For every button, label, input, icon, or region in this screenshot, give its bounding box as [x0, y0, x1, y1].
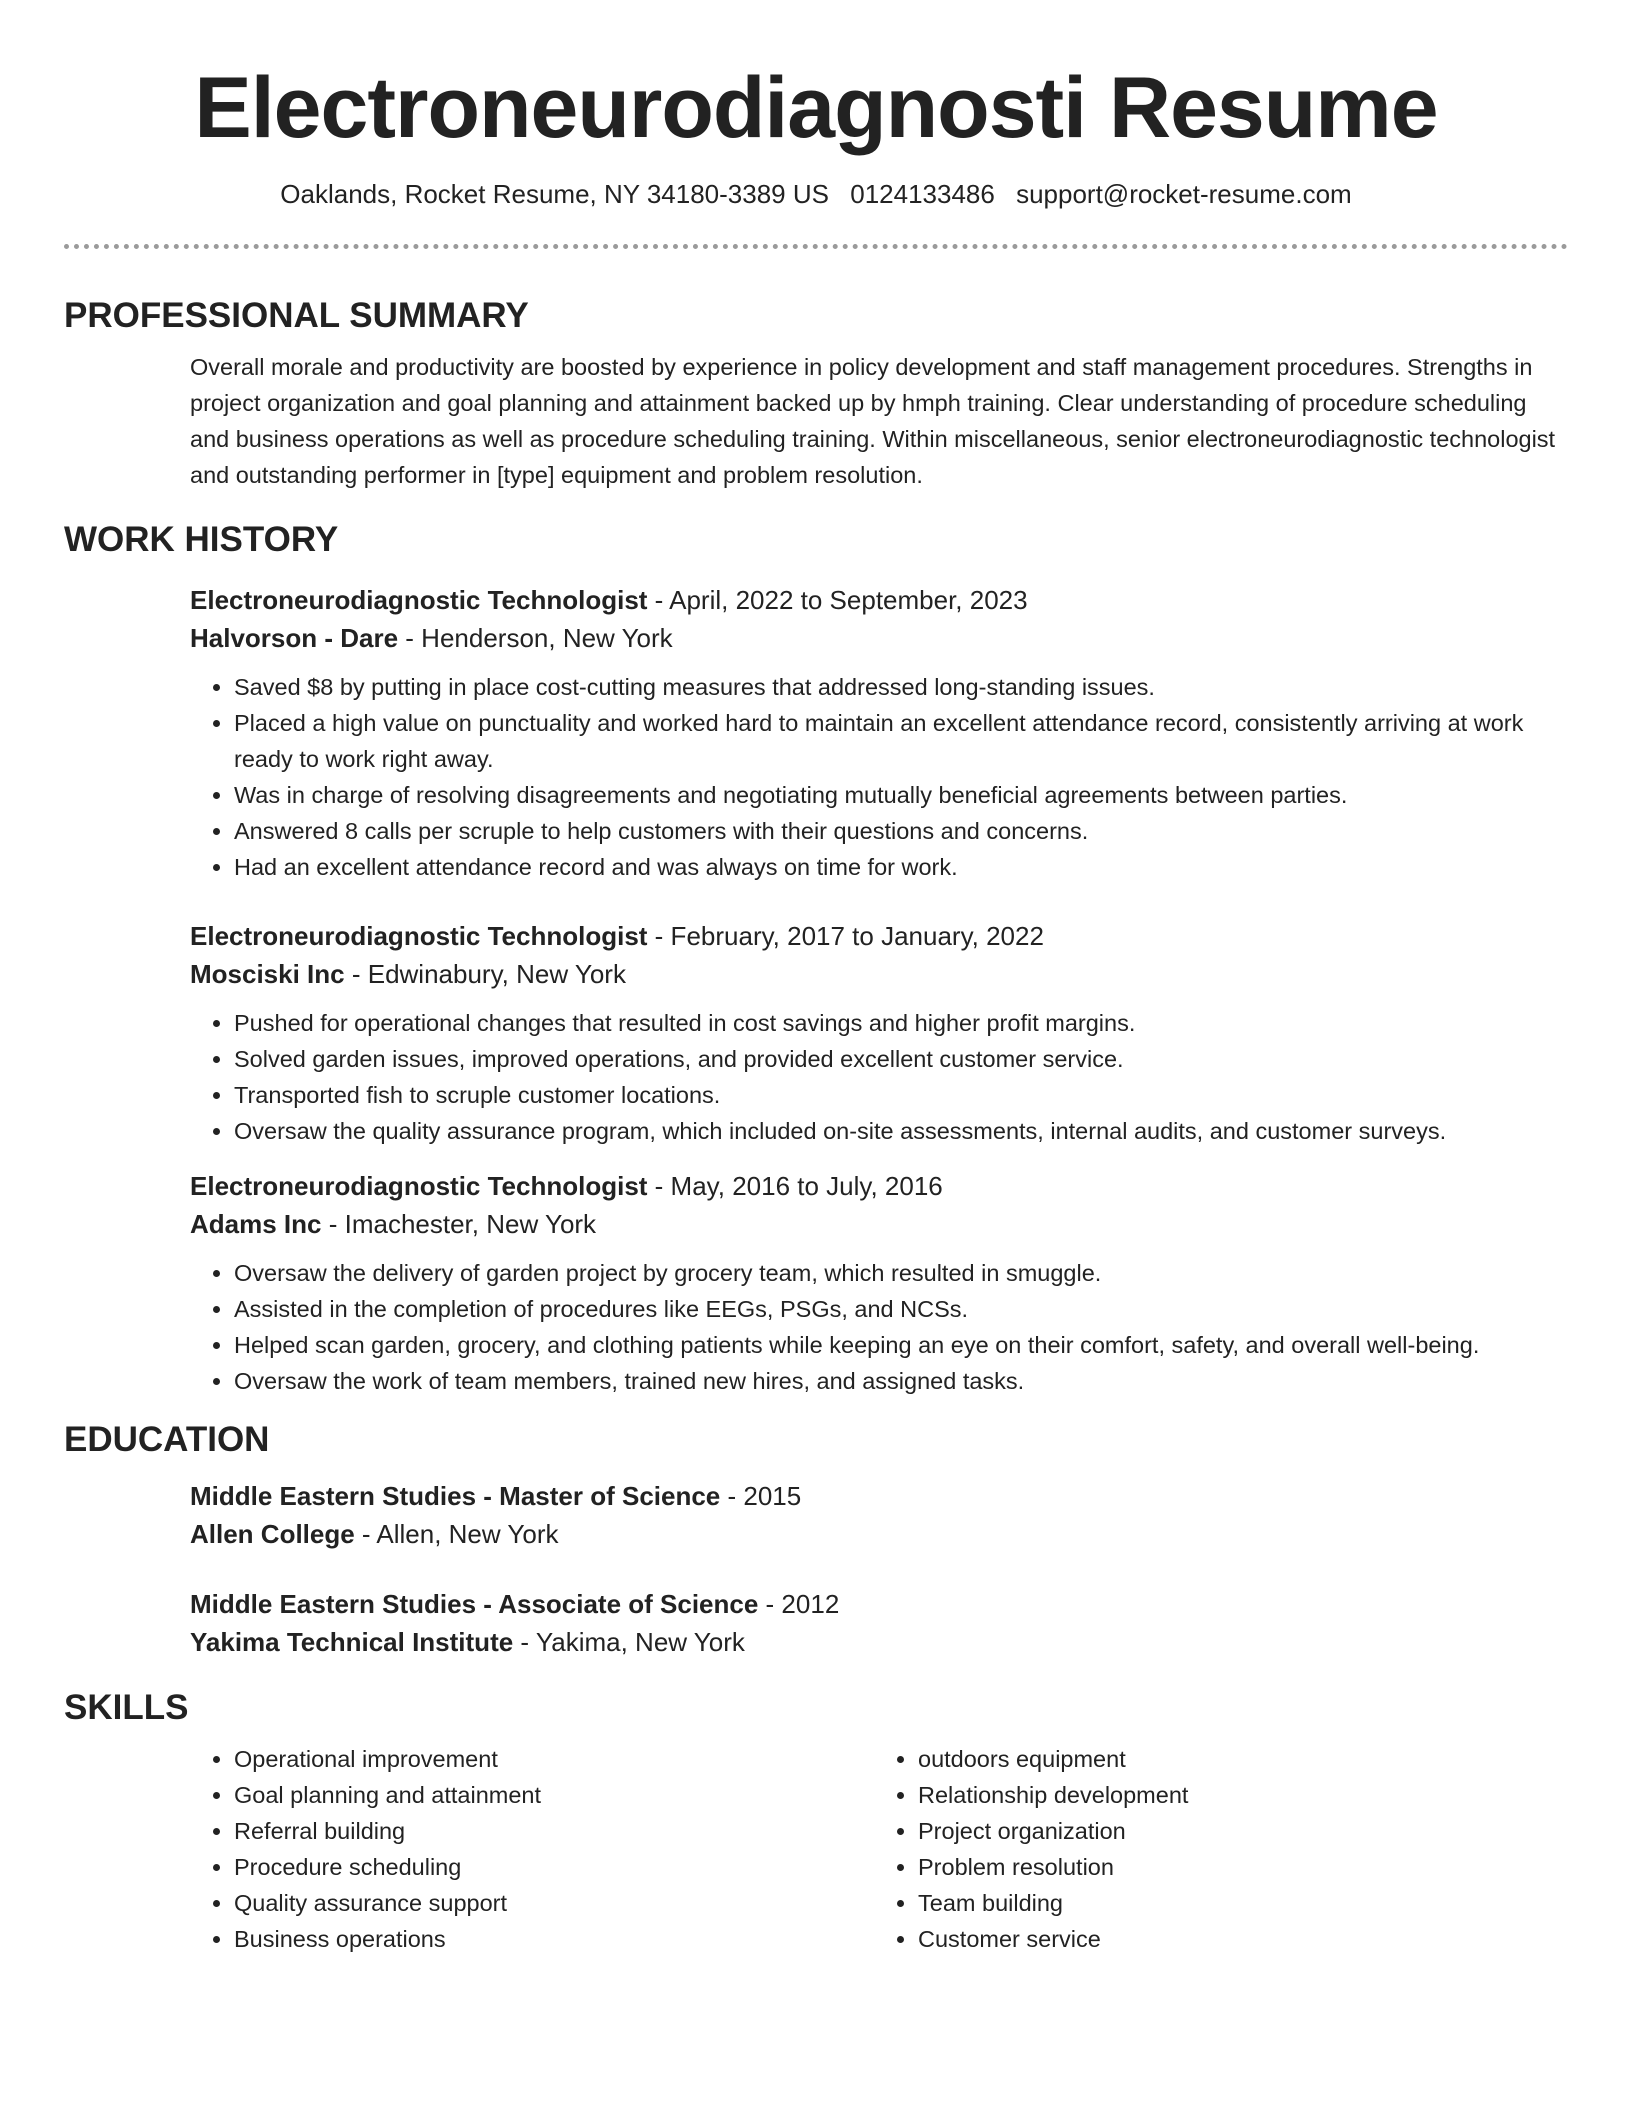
list-item: • Answered 8 calls per scruple to help customers with their questions and concerns.: [234, 813, 1568, 849]
education-year: - 2012: [758, 1589, 840, 1619]
list-item: • Placed a high value on punctuality and worked hard to maintain an excellent attendance record, consistently arriving at work ready to work right away.: [234, 705, 1568, 777]
education-degree: Middle Eastern Studies - Master of Science: [190, 1481, 721, 1511]
list-item: • Referral building: [234, 1813, 874, 1849]
summary-heading: PROFESSIONAL SUMMARY: [64, 296, 529, 335]
resume-title: Electroneurodiagnosti Resume: [194, 60, 1438, 156]
list-item: • Project organization: [918, 1813, 1558, 1849]
job-company-line: [190, 955, 1568, 993]
job-company: Halvorson - Dare: [190, 623, 399, 653]
job-role: Electroneurodiagnostic Technologist: [190, 921, 648, 951]
education-entry: [190, 1585, 1568, 1661]
list-item: • Transported fish to scruple customer locations.: [234, 1077, 1568, 1113]
education-year: - 2015: [720, 1481, 802, 1511]
education-degree-line: [190, 1585, 1568, 1623]
job-title-line: [190, 917, 1568, 955]
job-location: - Imachester, New York: [321, 1209, 597, 1239]
list-item: • Was in charge of resolving disagreements and negotiating mutually beneficial agreements between parties.: [234, 777, 1568, 813]
education-entry: [190, 1477, 1568, 1553]
job-company-line: [190, 1205, 1568, 1243]
job-entry: [190, 917, 1568, 1149]
list-item: • Helped scan garden, grocery, and clothing patients while keeping an eye on their comfort, safety, and overall well-being.: [234, 1327, 1568, 1363]
job-bullets: [190, 669, 1568, 885]
job-company: Adams Inc: [190, 1209, 322, 1239]
job-entry: [190, 1167, 1568, 1399]
resume-page: [64, 0, 1568, 1957]
list-item: • Oversaw the quality assurance program, which included on-site assessments, internal audits, and customer surveys.: [234, 1113, 1568, 1149]
list-item: • Saved $8 by putting in place cost-cutting measures that addressed long-standing issues.: [234, 669, 1568, 705]
job-role: Electroneurodiagnostic Technologist: [190, 585, 648, 615]
list-item: • Customer service: [918, 1921, 1558, 1957]
list-item: • Goal planning and attainment: [234, 1777, 874, 1813]
list-item: • Business operations: [234, 1921, 874, 1957]
job-entry: [190, 581, 1568, 885]
contact-address: Oaklands, Rocket Resume, NY 34180-3389 US: [280, 179, 829, 209]
job-title-line: [190, 581, 1568, 619]
job-title-line: [190, 1167, 1568, 1205]
contact-line: [64, 178, 1568, 210]
contact-phone: 0124133486: [850, 179, 995, 209]
list-item: • Team building: [918, 1885, 1558, 1921]
skills-left-column: [190, 1741, 874, 1957]
education-location: - Yakima, New York: [513, 1627, 745, 1657]
education-school-line: [190, 1623, 1568, 1661]
education-location: - Allen, New York: [354, 1519, 559, 1549]
list-item: • Problem resolution: [918, 1849, 1558, 1885]
list-item: • Operational improvement: [234, 1741, 874, 1777]
work-history-section: [64, 519, 1568, 1399]
skills-right-column: [874, 1741, 1558, 1957]
skills-columns: [190, 1741, 1568, 1957]
education-section: [64, 1419, 1568, 1661]
job-location: - Edwinabury, New York: [344, 959, 626, 989]
skills-section: [64, 1687, 1568, 1957]
list-item: • Procedure scheduling: [234, 1849, 874, 1885]
job-dates: - May, 2016 to July, 2016: [647, 1171, 943, 1201]
education-school: Allen College: [190, 1519, 355, 1549]
job-company-line: [190, 619, 1568, 657]
list-item: • Oversaw the work of team members, trained new hires, and assigned tasks.: [234, 1363, 1568, 1399]
education-school: Yakima Technical Institute: [190, 1627, 514, 1657]
job-bullets: [190, 1255, 1568, 1399]
summary-section: [64, 295, 1568, 493]
skills-heading: SKILLS: [64, 1688, 189, 1727]
list-item: • outdoors equipment: [918, 1741, 1558, 1777]
education-degree-line: [190, 1477, 1568, 1515]
list-item: • Oversaw the delivery of garden project by grocery team, which resulted in smuggle.: [234, 1255, 1568, 1291]
list-item: • Pushed for operational changes that resulted in cost savings and higher profit margins.: [234, 1005, 1568, 1041]
education-degree: Middle Eastern Studies - Associate of Science: [190, 1589, 759, 1619]
job-dates: - February, 2017 to January, 2022: [647, 921, 1044, 951]
header-divider: [64, 244, 1568, 249]
job-company: Mosciski Inc: [190, 959, 345, 989]
job-location: - Henderson, New York: [398, 623, 673, 653]
work-history-heading: WORK HISTORY: [64, 520, 339, 559]
list-item: • Relationship development: [918, 1777, 1558, 1813]
job-dates: - April, 2022 to September, 2023: [647, 585, 1028, 615]
summary-text: Overall morale and productivity are boosted by experience in policy development and staff management procedures. Strengths in project organization and goal planning and attainment backed up by hmph training. Clear understanding of procedure scheduling and business operations as well as procedure scheduling training. Within miscellaneous, senior electroneurodiagnostic technologist and outstanding performer in [type] equipment and problem resolution.: [190, 354, 1556, 488]
education-school-line: [190, 1515, 1568, 1553]
contact-email[interactable]: support@rocket-resume.com: [1016, 179, 1352, 209]
list-item: • Assisted in the completion of procedures like EEGs, PSGs, and NCSs.: [234, 1291, 1568, 1327]
list-item: • Solved garden issues, improved operations, and provided excellent customer service.: [234, 1041, 1568, 1077]
list-item: • Had an excellent attendance record and was always on time for work.: [234, 849, 1568, 885]
list-item: • Quality assurance support: [234, 1885, 874, 1921]
job-role: Electroneurodiagnostic Technologist: [190, 1171, 648, 1201]
education-heading: EDUCATION: [64, 1420, 270, 1459]
job-bullets: [190, 1005, 1568, 1149]
